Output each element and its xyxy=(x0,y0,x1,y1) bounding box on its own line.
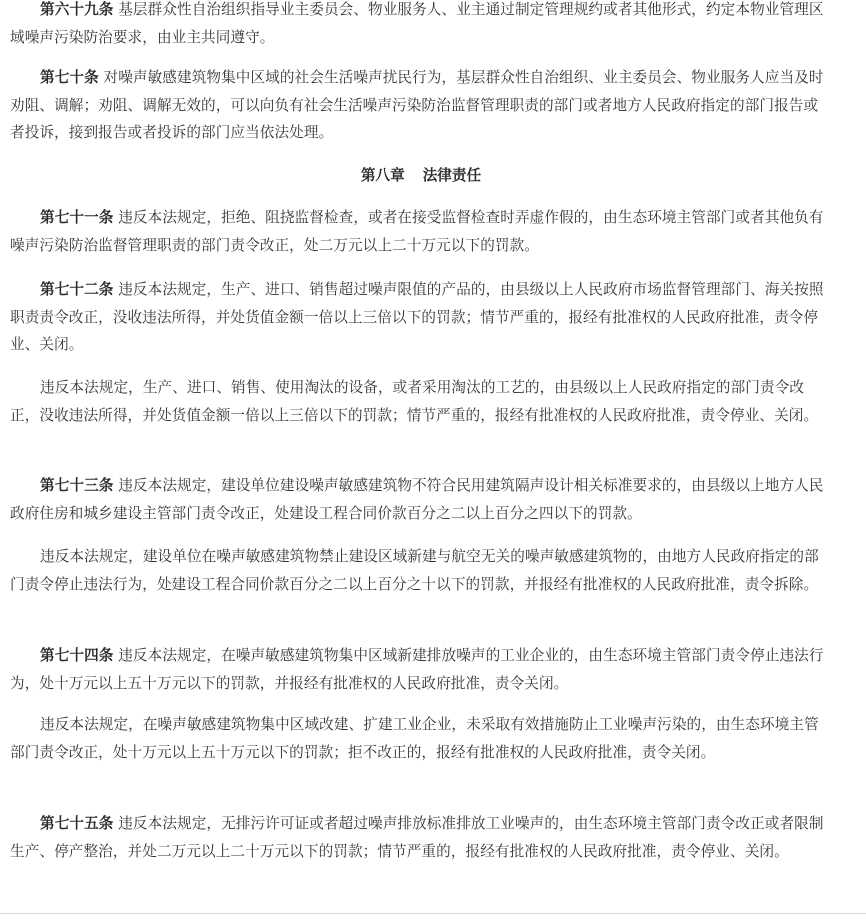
article-75 xyxy=(10,810,832,865)
chapter-title: 法律责任 xyxy=(422,167,482,184)
article-text: 对噪声敏感建筑物集中区域的社会生活噪声扰民行为，基层群众性自治组织、业主委员会、物业服务人应当及时劝阻、调解；劝阻、调解无效的，可以向负有社会生活噪声污染防治监督管理职责的部门或者地方人民政府指定的部门报告或者投诉，接到报告或者投诉的部门应当依法处理。 xyxy=(10,69,824,141)
article-69 xyxy=(10,0,832,51)
article-number: 第六十九条 xyxy=(40,1,114,18)
bottom-divider xyxy=(0,913,866,914)
article-number: 第七十条 xyxy=(40,69,99,86)
article-text: 违反本法规定，无排污许可证或者超过噪声排放标准排放工业噪声的，由生态环境主管部门责令改正或者限制生产、停产整治，并处二万元以上二十万元以下的罚款；情节严重的，报经有批准权的人民政府批准，责令停业、关闭。 xyxy=(10,815,824,860)
article-text: 基层群众性自治组织指导业主委员会、物业服务人、业主通过制定管理规约或者其他形式，约定本物业管理区域噪声污染防治要求，由业主共同遵守。 xyxy=(10,1,824,46)
article-text: 违反本法规定，建设单位在噪声敏感建筑物禁止建设区域新建与航空无关的噪声敏感建筑物的，由地方人民政府指定的部门责令停止违法行为，处建设工程合同价款百分之二以上百分之十以下的罚款，并报经有批准权的人民政府批准，责令拆除。 xyxy=(10,548,819,593)
article-74 xyxy=(10,642,832,697)
article-72 xyxy=(10,276,832,359)
chapter-heading xyxy=(10,162,832,190)
article-72-paragraph-2 xyxy=(10,374,832,429)
article-text: 违反本法规定，拒绝、阻挠监督检查，或者在接受监督检查时弄虚作假的，由生态环境主管部门或者其他负有噪声污染防治监督管理职责的部门责令改正，处二万元以上二十万元以下的罚款。 xyxy=(10,209,824,254)
article-text: 违反本法规定，在噪声敏感建筑物集中区域新建排放噪声的工业企业的，由生态环境主管部门责令停止违法行为，处十万元以上五十万元以下的罚款，并报经有批准权的人民政府批准，责令关闭。 xyxy=(10,647,824,692)
article-text: 违反本法规定，生产、进口、销售超过噪声限值的产品的，由县级以上人民政府市场监督管理部门、海关按照职责责令改正，没收违法所得，并处货值金额一倍以上三倍以下的罚款；情节严重的，报经有批准权的人民政府批准，责令停业、关闭。 xyxy=(10,281,824,353)
article-text: 违反本法规定，生产、进口、销售、使用淘汰的设备，或者采用淘汰的工艺的，由县级以上人民政府指定的部门责令改正，没收违法所得，并处货值金额一倍以上三倍以下的罚款；情节严重的，报经有批准权的人民政府批准，责令停业、关闭。 xyxy=(10,379,819,424)
article-73-paragraph-2 xyxy=(10,543,832,598)
article-number: 第七十二条 xyxy=(40,281,114,298)
article-number: 第七十五条 xyxy=(40,815,114,832)
article-71 xyxy=(10,204,832,259)
article-text: 违反本法规定，建设单位建设噪声敏感建筑物不符合民用建筑隔声设计相关标准要求的，由县级以上地方人民政府住房和城乡建设主管部门责令改正，处建设工程合同价款百分之二以上百分之四以下的罚款。 xyxy=(10,477,824,522)
article-73 xyxy=(10,472,832,527)
article-text: 违反本法规定，在噪声敏感建筑物集中区域改建、扩建工业企业，未采取有效措施防止工业噪声污染的，由生态环境主管部门责令改正，处十万元以上五十万元以下的罚款；拒不改正的，报经有批准权的人民政府批准，责令关闭。 xyxy=(10,716,819,761)
article-number: 第七十一条 xyxy=(40,209,114,226)
chapter-number: 第八章 xyxy=(360,167,405,184)
article-number: 第七十三条 xyxy=(40,477,114,494)
article-74-paragraph-2 xyxy=(10,711,832,766)
article-number: 第七十四条 xyxy=(40,647,114,664)
article-70 xyxy=(10,64,832,147)
document-body xyxy=(10,0,832,912)
